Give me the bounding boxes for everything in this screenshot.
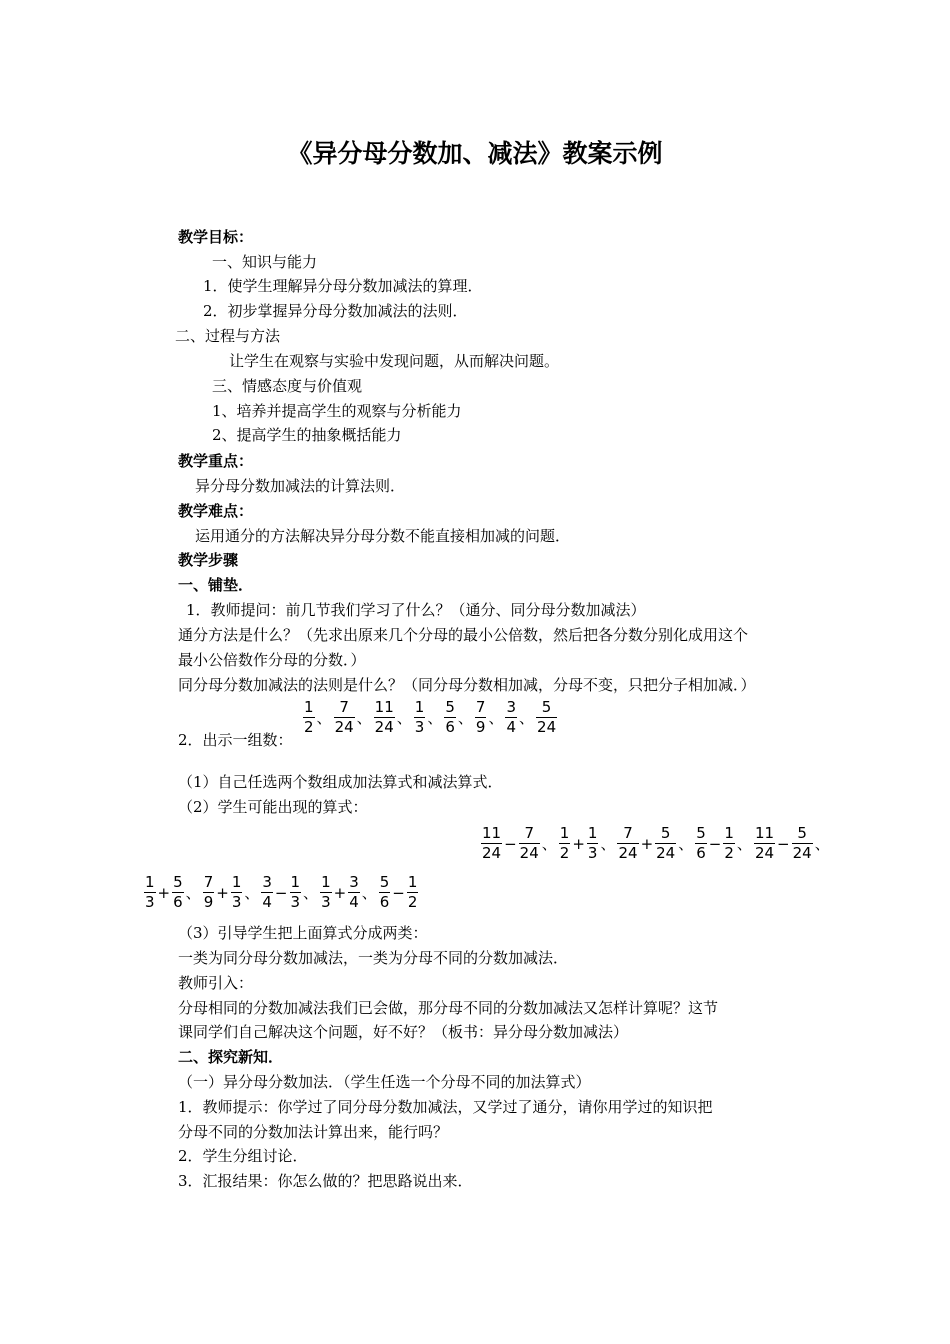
fraction-numerator: 1 <box>145 873 155 891</box>
plus-sign: + <box>333 883 347 902</box>
fraction-denominator: 3 <box>587 844 598 862</box>
separator: 、 <box>678 835 694 853</box>
goal-3: 三、情感态度与价值观 <box>212 377 363 395</box>
step-2-2a: 1．教师提示：你学过了同分母分数加减法，又学过了通分，请你用学过的知识把 <box>178 1098 713 1116</box>
fraction-numerator: 5 <box>379 873 390 891</box>
fraction-denominator: 3 <box>321 893 331 911</box>
fraction <box>444 699 456 736</box>
expressions-row-2 <box>143 874 421 911</box>
step-1-1: 1．教师提问：前几节我们学习了什么？（通分、同分母分数加减法） <box>186 601 646 619</box>
fraction-numerator: 5 <box>173 873 183 891</box>
goal-1-1: 1．使学生理解异分母分数加减法的算理． <box>203 277 483 295</box>
fraction-denominator: 4 <box>349 893 359 911</box>
step-2-1: （一）异分母分数加法．（学生任选一个分母不同的加法算式） <box>178 1073 591 1091</box>
minus-sign: − <box>504 834 517 853</box>
separator: 、 <box>396 709 412 727</box>
fraction-denominator: 6 <box>379 893 390 911</box>
fraction <box>617 825 638 862</box>
fraction <box>481 825 502 862</box>
fraction <box>587 825 599 862</box>
fraction-numerator: 1 <box>407 873 418 891</box>
fraction-numerator: 1 <box>587 824 598 842</box>
fraction <box>475 699 487 736</box>
fraction-numerator: 1 <box>414 698 425 716</box>
fraction-numerator: 1 <box>724 824 734 842</box>
fraction-denominator: 2 <box>724 844 734 862</box>
step-1-2a: 通分方法是什么？（先求出原来几个分母的最小公倍数，然后把各分数分别化成用这个 <box>178 626 749 644</box>
plus-sign: + <box>216 883 229 902</box>
fraction-numerator: 1 <box>290 873 301 891</box>
page-title: 《异分母分数加、减法》教案示例 <box>287 139 663 168</box>
goal-2: 二、过程与方法 <box>175 327 281 345</box>
separator: 、 <box>427 709 443 727</box>
goal-3-2: 2、提高学生的抽象概括能力 <box>212 426 402 444</box>
fraction-denominator: 3 <box>145 893 155 911</box>
fraction-numerator: 7 <box>524 824 534 842</box>
fraction <box>559 825 571 862</box>
fraction-denominator: 6 <box>696 844 706 862</box>
fraction-denominator: 6 <box>173 893 183 911</box>
fraction-denominator: 24 <box>334 718 354 736</box>
fraction-numerator: 5 <box>445 698 455 716</box>
separator: 、 <box>356 709 372 727</box>
minus-sign: − <box>777 834 790 853</box>
fraction <box>290 874 302 911</box>
separator: 、 <box>244 884 260 902</box>
section-2-heading: 二、探究新知． <box>178 1048 284 1066</box>
separator: 、 <box>600 835 616 853</box>
fraction <box>754 825 775 862</box>
step-1-8: 一类为同分母分数加减法，一类为分母不同的分数加减法． <box>178 949 569 967</box>
step-1-3: 同分母分数加减法的法则是什么？（同分母分数相加减，分母不变，只把分子相加减．） <box>178 676 756 694</box>
fraction-numerator: 1 <box>321 873 331 891</box>
plus-sign: + <box>572 834 585 853</box>
fraction-denominator: 3 <box>414 718 425 736</box>
fraction-numerator: 5 <box>660 824 671 842</box>
separator: 、 <box>361 884 377 902</box>
separator: 、 <box>519 709 535 727</box>
fraction <box>334 699 355 736</box>
fraction-denominator: 24 <box>374 718 394 736</box>
fraction-set <box>302 699 558 736</box>
fraction-denominator: 3 <box>231 893 242 911</box>
fraction-denominator: 2 <box>407 893 418 911</box>
fraction-denominator: 3 <box>290 893 301 911</box>
separator: 、 <box>541 835 557 853</box>
fraction-numerator: 7 <box>623 824 633 842</box>
fraction <box>348 874 360 911</box>
fraction-denominator: 24 <box>537 718 557 736</box>
fraction-numerator: 1 <box>304 698 314 716</box>
fraction <box>792 825 813 862</box>
fraction <box>519 825 540 862</box>
step-2-4: 3．汇报结果：你怎么做的？把思路说出来． <box>178 1172 473 1190</box>
fraction <box>320 874 332 911</box>
fraction-numerator: 11 <box>754 824 775 842</box>
step-1-2b: 最小公倍数作分母的分数．） <box>178 651 366 669</box>
fraction-numerator: 1 <box>559 824 570 842</box>
fraction-numerator: 7 <box>203 873 214 891</box>
separator: 、 <box>303 884 319 902</box>
separator: 、 <box>814 835 830 853</box>
fraction-numerator: 7 <box>339 698 349 716</box>
fraction <box>414 699 426 736</box>
fraction-denominator: 6 <box>445 718 455 736</box>
fraction <box>203 874 215 911</box>
separator: 、 <box>736 835 752 853</box>
goal-1: 一、知识与能力 <box>212 253 318 271</box>
fraction-numerator: 11 <box>374 698 394 716</box>
fraction <box>231 874 243 911</box>
section-1-heading: 一、铺垫． <box>178 576 254 594</box>
step-1-10b: 课同学们自己解决这个问题，好不好？（板书：异分母分数加减法） <box>178 1023 629 1041</box>
step-1-6: （2）学生可能出现的算式： <box>178 798 368 816</box>
fraction <box>655 825 676 862</box>
fraction-denominator: 4 <box>506 718 517 736</box>
separator: 、 <box>185 884 201 902</box>
steps-heading: 教学步骤 <box>178 551 239 569</box>
fraction <box>172 874 184 911</box>
fraction-denominator: 24 <box>519 844 539 862</box>
plus-sign: + <box>157 883 171 902</box>
fraction-numerator: 3 <box>506 698 517 716</box>
fraction <box>374 699 395 736</box>
fraction <box>723 825 735 862</box>
fraction-numerator: 11 <box>482 824 502 842</box>
step-1-5: （1）自己任选两个数组成加法算式和减法算式． <box>178 773 503 791</box>
difficulty-heading: 教学难点： <box>178 502 254 520</box>
fraction-denominator: 24 <box>656 844 676 862</box>
fraction-denominator: 9 <box>203 893 214 911</box>
fraction-set-label: 2．出示一组数： <box>178 731 293 749</box>
fraction <box>303 699 315 736</box>
goal-3-1: 1、培养并提高学生的观察与分析能力 <box>212 402 462 420</box>
minus-sign: − <box>274 883 288 902</box>
fraction-numerator: 5 <box>696 824 706 842</box>
fraction <box>407 874 419 911</box>
fraction <box>536 699 557 736</box>
difficulty-text: 运用通分的方法解决异分母分数不能直接相加减的问题． <box>195 527 571 545</box>
fraction-denominator: 24 <box>482 844 502 862</box>
separator: 、 <box>316 709 332 727</box>
fraction-denominator: 2 <box>304 718 314 736</box>
step-1-10a: 分母相同的分数加减法我们已会做，那分母不同的分数加减法又怎样计算呢？这节 <box>178 999 719 1017</box>
goal-heading: 教学目标： <box>178 228 254 246</box>
expressions-row-1 <box>480 825 831 862</box>
fraction-numerator: 7 <box>475 698 486 716</box>
separator: 、 <box>488 709 504 727</box>
step-1-9: 教师引入： <box>178 974 254 992</box>
fraction <box>505 699 517 736</box>
fraction <box>695 825 707 862</box>
fraction-denominator: 24 <box>792 844 812 862</box>
step-2-2b: 分母不同的分数加法计算出来，能行吗？ <box>178 1123 449 1141</box>
fraction-denominator: 4 <box>262 893 272 911</box>
fraction-denominator: 9 <box>475 718 486 736</box>
fraction-numerator: 3 <box>349 873 359 891</box>
fraction-denominator: 24 <box>754 844 775 862</box>
fraction <box>144 874 156 911</box>
key-heading: 教学重点： <box>178 452 254 470</box>
fraction-denominator: 2 <box>559 844 570 862</box>
minus-sign: − <box>392 883 405 902</box>
minus-sign: − <box>708 834 722 853</box>
step-2-3: 2．学生分组讨论． <box>178 1147 308 1165</box>
fraction-numerator: 3 <box>262 873 272 891</box>
fraction-numerator: 1 <box>231 873 242 891</box>
plus-sign: + <box>640 834 654 853</box>
goal-2-1: 让学生在观察与实验中发现问题，从而解决问题。 <box>229 352 560 370</box>
key-text: 异分母分数加减法的计算法则． <box>195 477 406 495</box>
step-1-7: （3）引导学生把上面算式分成两类： <box>178 924 428 942</box>
goal-1-2: 2．初步掌握异分母分数加减法的法则． <box>203 302 468 320</box>
fraction <box>261 874 273 911</box>
fraction-numerator: 5 <box>541 698 552 716</box>
fraction <box>379 874 391 911</box>
fraction-denominator: 24 <box>618 844 638 862</box>
separator: 、 <box>457 709 473 727</box>
fraction-numerator: 5 <box>797 824 807 842</box>
